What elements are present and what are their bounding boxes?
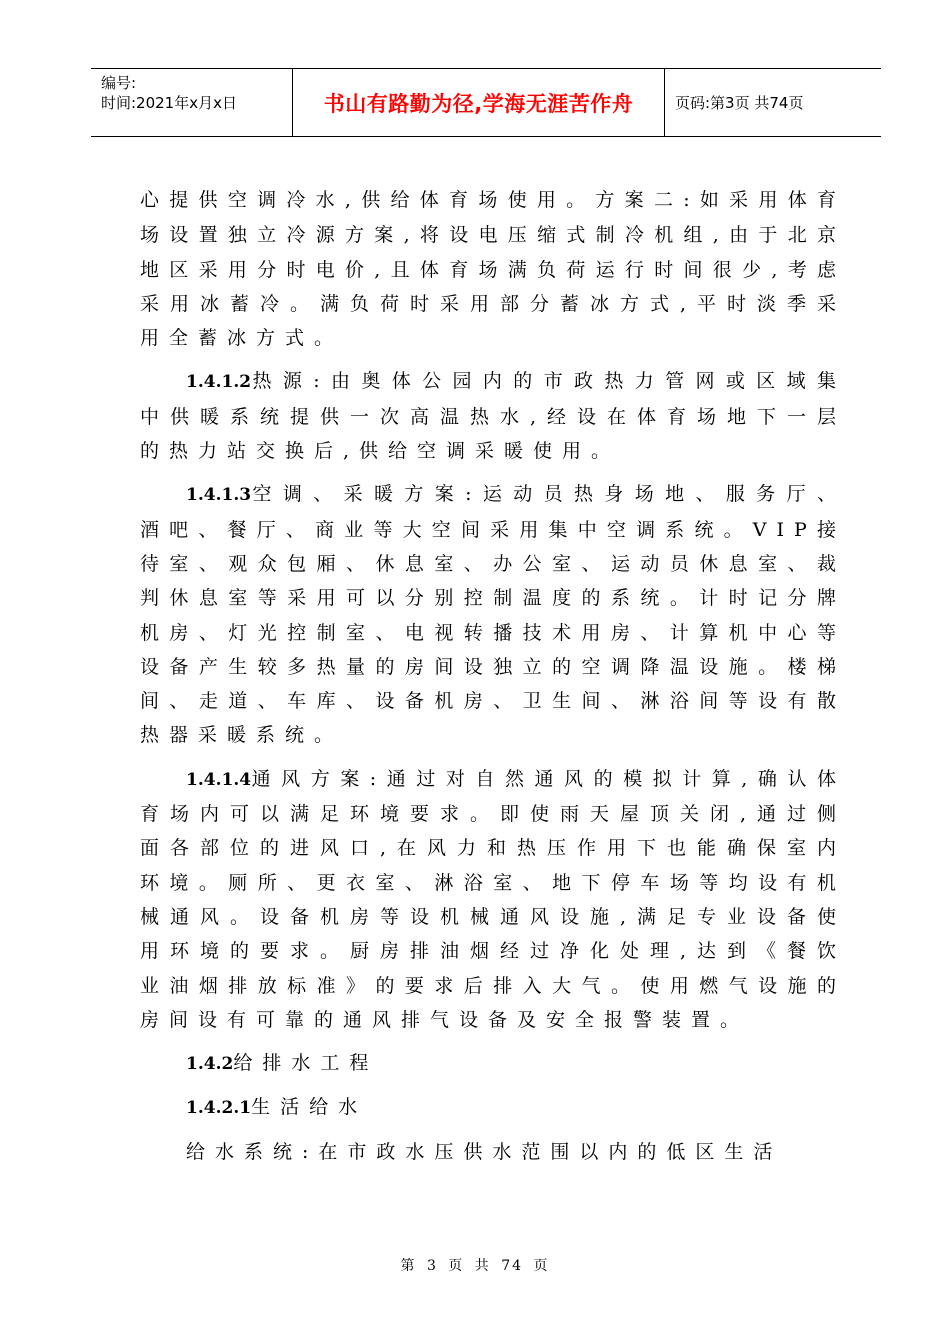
section-number: 1.4.2 xyxy=(186,1054,234,1075)
paragraph-text: 给水系统:在市政水压供水范围以内的低区生活 xyxy=(186,1140,783,1163)
header-time-label: 时间:2021年x月x日 xyxy=(101,94,237,112)
paragraph-text: 通风方案:通过对自然通风的模拟计算,确认体育场内可以满足环境要求。即使雨天屋顶关闭,通过侧面各部位的进风口,在风力和热压作用下也能确保室内环境。厕所、更衣室、淋浴室、地下停车场等均设有机械通风。设备机房等设机械通风设施,满足专业设备使用环境的要求。厨房排油烟经过净化处理,达到《餐饮业油烟排放标准》的要求后排入大气。使用燃气设施的房间设有可靠的通风排气设备及安全报警装置。 xyxy=(140,767,846,1031)
document-body xyxy=(140,183,846,1179)
header-slogan: 书山有路勤为径,学海无涯苦作舟 xyxy=(293,69,665,136)
header-code-label: 编号: xyxy=(101,74,137,92)
header-meta-cell xyxy=(91,69,293,136)
heading-domestic-water xyxy=(140,1090,846,1125)
heading-text: 给排水工程 xyxy=(233,1052,379,1075)
section-number: 1.4.1.2 xyxy=(186,372,252,393)
page-header xyxy=(91,68,881,137)
paragraph-text: 空调、采暖方案:运动员热身场地、服务厅、酒吧、餐厅、商业等大空间采用集中空调系统。VIP接待室、观众包厢、休息室、办公室、运动员休息室、裁判休息室等采用可以分别控制温度的系统。计时记分牌机房、灯光控制室、电视转播技术用房、计算机中心等设备产生较多热量的房间设独立的空调降温设施。楼梯间、走道、车库、设备机房、卫生间、淋浴间等设有散热器采暖系统。 xyxy=(140,483,846,747)
section-number: 1.4.1.4 xyxy=(186,769,252,790)
paragraph-text: 热源:由奥体公园内的市政热力管网或区域集中供暖系统提供一次高温热水,经设在体育场地下一层的热力站交换后,供给空调采暖使用。 xyxy=(140,370,846,463)
header-page-label: 页码:第3页 共74页 xyxy=(675,94,804,112)
section-number: 1.4.2.1 xyxy=(186,1098,252,1119)
heading-water-engineering xyxy=(140,1046,846,1081)
section-number: 1.4.1.3 xyxy=(186,485,252,506)
paragraph-text: 心提供空调冷水,供给体育场使用。方案二:如采用体育场设置独立冷源方案,将设电压缩式制冷机组,由于北京地区采用分时电价,且体育场满负荷运行时间很少,考虑采用冰蓄冷。满负荷时采用部分蓄冰方式,平时淡季采用全蓄冰方式。 xyxy=(140,189,846,350)
paragraph-ventilation-plan xyxy=(140,762,846,1037)
paragraph-water-system xyxy=(140,1135,846,1170)
page-footer: 第 3 页 共 74 页 xyxy=(400,1258,550,1274)
paragraph-cold-source xyxy=(140,183,846,355)
heading-text: 生活给水 xyxy=(251,1096,368,1119)
paragraph-hvac-plan xyxy=(140,477,846,752)
paragraph-heat-source xyxy=(140,364,846,468)
